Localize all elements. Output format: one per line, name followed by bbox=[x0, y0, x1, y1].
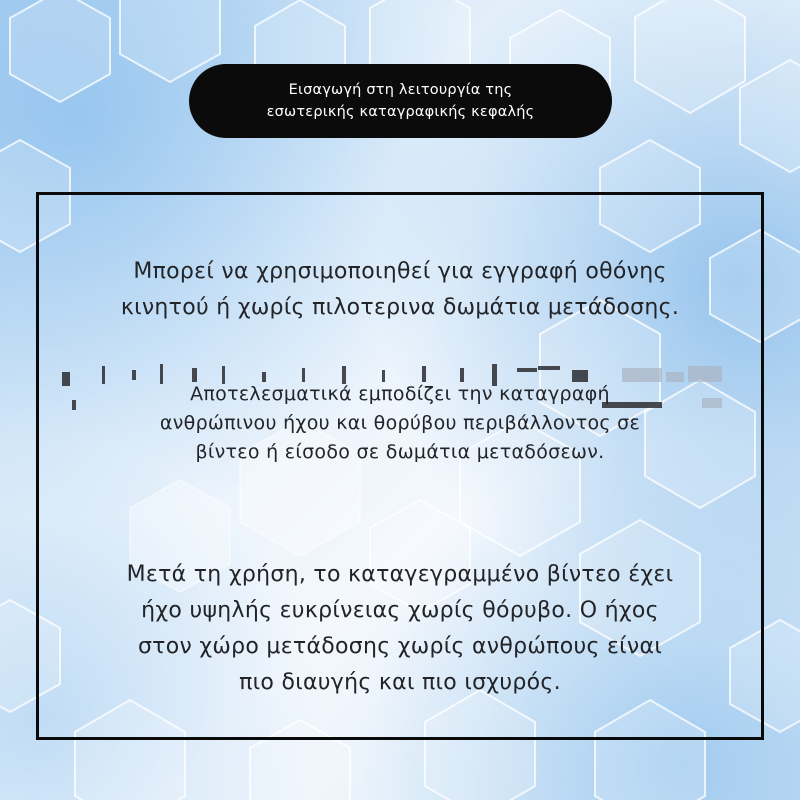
paragraph-noise-blocking bbox=[0, 380, 800, 467]
paragraph-line: Μπορεί να χρησιμοποιηθεί για εγγραφή οθόνης bbox=[133, 259, 667, 284]
paragraph-line: Μετά τη χρήση, το καταγεγραμμένο βίντεο έχει bbox=[126, 562, 674, 587]
paragraph-line: ανθρώπινου ήχου και θορύβου περιβάλλοντος σε bbox=[159, 412, 641, 434]
paragraph-line: πιο διαυγής και πιο ισχυρός. bbox=[239, 670, 561, 695]
paragraph-screen-recording bbox=[0, 254, 800, 326]
title-banner bbox=[189, 64, 612, 138]
paragraph-line: ήχο υψηλής ευκρίνειας χωρίς θόρυβο. Ο ήχος bbox=[141, 598, 659, 623]
title-line: Εισαγωγή στη λειτουργία της bbox=[288, 82, 513, 98]
paragraph-line: στον χώρο μετάδοσης χωρίς ανθρώπους είναι bbox=[137, 634, 663, 659]
paragraph-line: Αποτελεσματικά εμποδίζει την καταγραφή bbox=[190, 383, 610, 405]
paragraph-result bbox=[0, 557, 800, 701]
paragraph-line: βίντεο ή είσοδο σε δωμάτια μεταδόσεων. bbox=[195, 441, 605, 463]
title-line: εσωτερικής καταγραφικής κεφαλής bbox=[266, 104, 535, 120]
paragraph-line: κινητού ή χωρίς πιλοτερινα δωμάτια μετάδοσης. bbox=[120, 295, 680, 320]
title-text bbox=[267, 79, 535, 123]
